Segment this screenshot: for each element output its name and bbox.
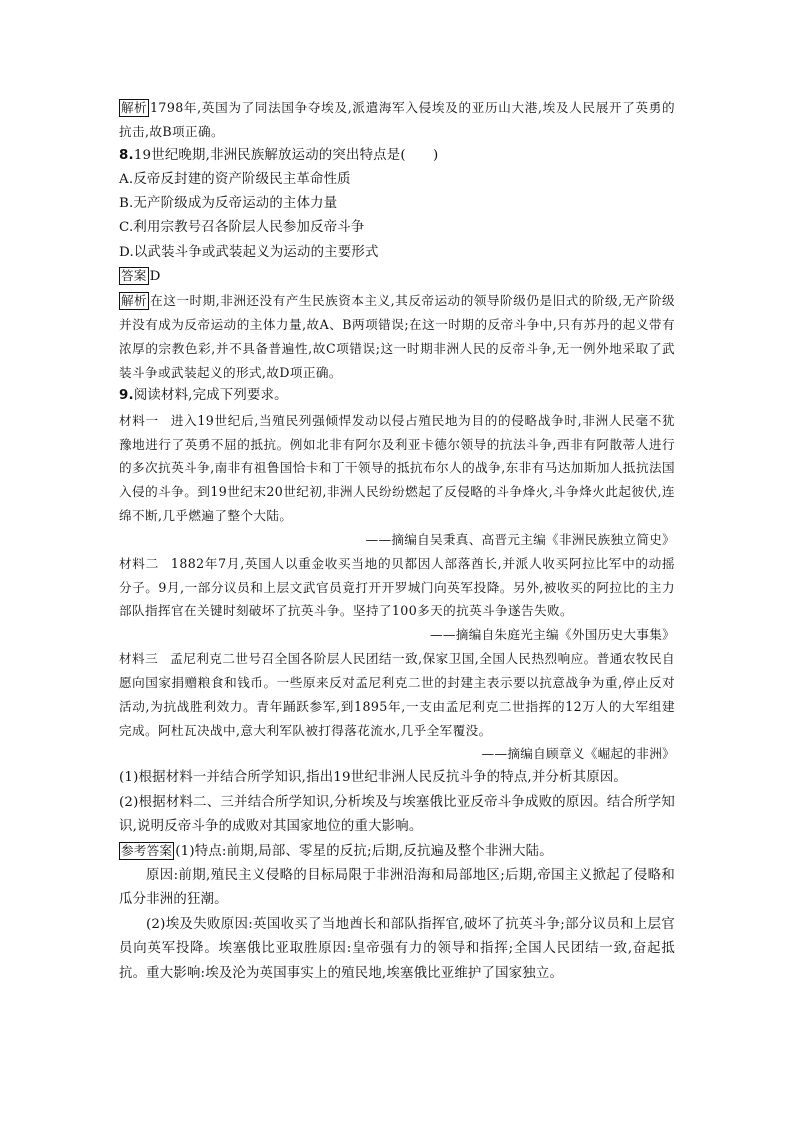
q8-answer bbox=[119, 265, 675, 289]
q8-answer-value: D bbox=[149, 268, 161, 284]
material-3-source: ——摘编自顾章义《崛起的非洲》 bbox=[481, 746, 675, 762]
material-3-text: 孟尼利克二世号召全国各阶层人民团结一致,保家卫国,全国人民热烈响应。普通农牧民自愿向国家捐赠粮食和钱币。一些原来反对孟尼利克二世的封建主表示要以抗意战争为重,停止反对活动,为抗战胜利效力。青年踊跃参军,到1895年,一支由孟尼利克二世指挥的12万人的大军组建完成。阿杜瓦决战中,意大利军队被打得落花流水,几乎全军覆没。 bbox=[119, 651, 675, 738]
q8-option-b: B.无产阶级成为反帝运动的主体力量 bbox=[119, 196, 338, 212]
q9-answer-1 bbox=[119, 840, 675, 864]
q8-number: 8. bbox=[119, 147, 134, 163]
q9-question-2: (2)根据材料二、三并结合所学知识,分析埃及与埃塞俄比亚反帝斗争成败的原因。结合所学知识,说明反帝斗争的成败对其国家地位的重大影响。 bbox=[119, 794, 675, 835]
q8-analysis-text: 在这一时期,非洲还没有产生民族资本主义,其反帝运动的领导阶级仍是旧式的阶级,无产阶级并没有成为反帝运动的主体力量,故A、B两项错误;在这一时期的反帝斗争中,只有苏丹的起义带有浓厚的宗教色彩,并不具备普遍性,故C项错误;这一时期非洲人民的反帝斗争,无一例外地采取了武装斗争或武装起义的形式,故D项正确。 bbox=[119, 293, 675, 380]
q8-option-a: A.反帝反封建的资产阶级民主革命性质 bbox=[119, 172, 351, 187]
q7-analysis bbox=[119, 96, 675, 144]
q8-option-d: D.以武装斗争或武装起义为运动的主要形式 bbox=[119, 244, 379, 260]
q8-analysis bbox=[119, 289, 675, 384]
material-2-source: ——摘编自朱庭光主编《外国历史大事集》 bbox=[430, 627, 675, 643]
material-3-label: 材料三 bbox=[119, 651, 159, 667]
q9-stem-text: 阅读材料,完成下列要求。 bbox=[133, 388, 288, 404]
material-1-source: ——摘编自吴秉真、高晋元主编《非洲民族独立简史》 bbox=[365, 531, 675, 547]
q7-analysis-text: 1798年,英国为了同法国争夺埃及,派遣海军入侵埃及的亚历山大港,埃及人民展开了英勇的抗击,故B项正确。 bbox=[119, 100, 675, 139]
analysis-tag: 解析 bbox=[121, 293, 147, 309]
q9-answer-2: 原因:前期,殖民主义侵略的目标局限于非洲沿海和局部地区;后期,帝国主义掀起了侵略和瓜分非洲的狂潮。 bbox=[119, 868, 675, 908]
material-3 bbox=[119, 647, 675, 742]
q9-stem bbox=[119, 384, 675, 408]
reference-answer-tag: 参考答案 bbox=[121, 842, 173, 858]
analysis-tag: 解析 bbox=[121, 100, 147, 115]
material-2 bbox=[119, 552, 675, 623]
q8-stem-text: 19世纪晚期,非洲民族解放运动的突出特点是( ) bbox=[133, 147, 439, 163]
material-1-text: 进入19世纪后,当殖民列强倾悍发动以侵占殖民地为目的的侵略战争时,非洲人民毫不犹豫地进行了英勇不屈的抵抗。例如北非有阿尔及利亚卡德尔领导的抗法斗争,西非有阿散蒂人进行的多次抗英斗争,南非有祖鲁国恰卡和丁干领导的抵抗布尔人的战争,东非有马达加斯加人抵抗法国入侵的斗争。到19世纪末20世纪初,非洲人民纷纷燃起了反侵略的斗争烽火,斗争烽火此起彼伏,连绵不断,几乎燃遍了整个大陆。 bbox=[119, 412, 676, 523]
q9-number: 9. bbox=[119, 388, 134, 404]
document-page bbox=[119, 94, 675, 986]
q8-stem bbox=[119, 144, 675, 168]
material-2-text: 1882年7月,英国人以重金收买当地的贝都因人部落酋长,并派人收买阿拉比军中的动摇分子。9月,一部分议员和上层文武官员竟打开开罗城门向英军投降。另外,被收买的阿拉比的主力部队指挥官在关键时刻破坏了抗英斗争。坚持了100多天的抗英斗争遂告失败。 bbox=[119, 555, 675, 619]
q9-answer-1-text: (1)特点:前期,局部、零星的反抗;后期,反抗遍及整个非洲大陆。 bbox=[175, 843, 553, 859]
q9-answer-3: (2)埃及失败原因:英国收买了当地酋长和部队指挥官,破坏了抗英斗争;部分议员和上层官员向英军投降。埃塞俄比亚取胜原因:皇帝强有力的领导和指挥;全国人民团结一致,奋起抵抗。重大影响:埃及沦为英国事实上的殖民地,埃塞俄比亚维护了国家独立。 bbox=[119, 916, 675, 981]
q9-question-1: (1)根据材料一并结合所学知识,指出19世纪非洲人民反抗斗争的特点,并分析其原因。 bbox=[119, 770, 627, 786]
answer-tag: 答案 bbox=[121, 267, 147, 283]
q8-option-c: C.利用宗教号召各阶层人民参加反帝斗争 bbox=[119, 220, 365, 236]
material-1-label: 材料一 bbox=[119, 412, 159, 428]
material-2-label: 材料二 bbox=[119, 555, 159, 571]
material-1 bbox=[119, 409, 675, 528]
